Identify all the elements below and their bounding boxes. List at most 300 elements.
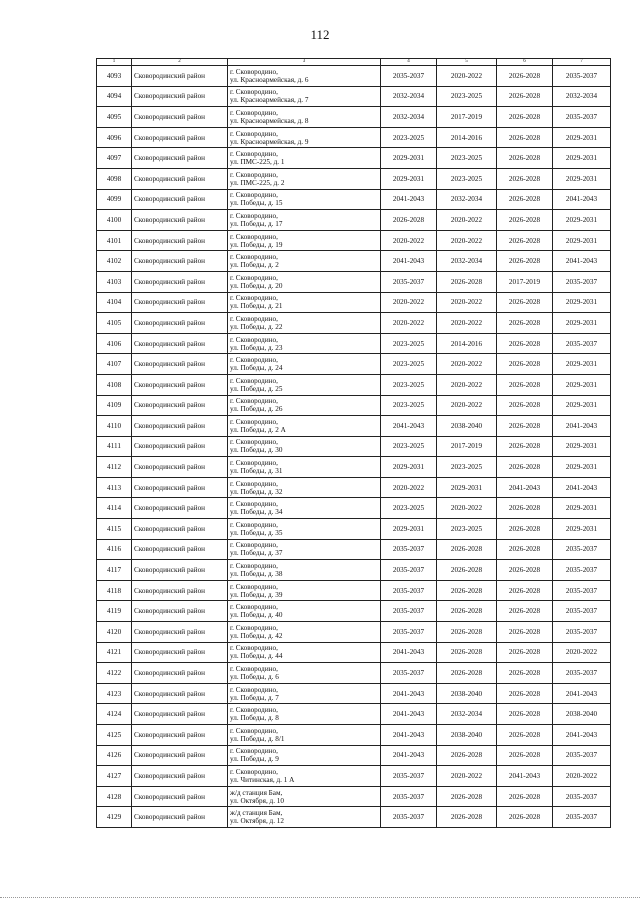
address-locality: г. Сковородино, [230,603,278,612]
period-col6-cell: 2026-2028 [497,374,553,395]
period-col7-cell: 2035-2037 [553,580,611,601]
period-col6-cell: 2026-2028 [497,66,553,87]
address-street: ул. Победы, д. 31 [230,467,283,476]
address-street: ул. Победы, д. 8 [230,714,279,723]
table-row [97,560,611,581]
period-col5-cell: 2017-2019 [437,436,497,457]
address-street: ул. Победы, д. 35 [230,528,283,537]
address-locality: г. Сковородино, [230,232,278,241]
address-locality: г. Сковородино, [230,685,278,694]
table-row [97,416,611,437]
period-col4-cell: 2035-2037 [381,807,437,828]
district-cell: Сковородинский район [132,498,228,519]
address-street: ул. Победы, д. 30 [230,446,283,455]
period-col4-cell: 2035-2037 [381,66,437,87]
district-cell: Сковородинский район [132,622,228,643]
address-locality: г. Сковородино, [230,582,278,591]
address-street: ул. Победы, д. 21 [230,302,283,311]
table-row [97,704,611,725]
period-col5-cell: 2038-2040 [437,725,497,746]
row-number: 4108 [97,374,132,395]
row-number: 4112 [97,457,132,478]
period-col7-cell: 2020-2022 [553,766,611,787]
period-col5-cell: 2026-2028 [437,745,497,766]
period-col4-cell: 2041-2043 [381,725,437,746]
period-col7-cell: 2035-2037 [553,333,611,354]
address-locality: г. Сковородино, [230,211,278,220]
address-cell [228,663,381,684]
address-cell [228,786,381,807]
period-col5-cell: 2038-2040 [437,683,497,704]
address-cell [228,107,381,128]
table-row [97,745,611,766]
period-col6-cell: 2026-2028 [497,354,553,375]
period-col6-cell: 2026-2028 [497,189,553,210]
period-col6-cell: 2041-2043 [497,766,553,787]
table-row [97,230,611,251]
period-col7-cell: 2035-2037 [553,560,611,581]
period-col5-cell: 2017-2019 [437,107,497,128]
period-col7-cell: 2029-2031 [553,168,611,189]
period-col6-cell: 2026-2028 [497,251,553,272]
period-col4-cell: 2035-2037 [381,766,437,787]
district-cell: Сковородинский район [132,210,228,231]
period-col7-cell: 2035-2037 [553,66,611,87]
row-number: 4101 [97,230,132,251]
address-locality: ж/д станция Бам, [230,788,283,797]
district-cell: Сковородинский район [132,86,228,107]
period-col4-cell: 2035-2037 [381,786,437,807]
table-row [97,168,611,189]
row-number: 4111 [97,436,132,457]
district-cell: Сковородинский район [132,333,228,354]
table-row [97,107,611,128]
period-col5-cell: 2026-2028 [437,601,497,622]
period-col6-cell: 2026-2028 [497,683,553,704]
address-locality: г. Сковородино, [230,623,278,632]
period-col5-cell: 2023-2025 [437,519,497,540]
address-street: ул. Победы, д. 17 [230,219,283,228]
table-row [97,725,611,746]
address-street: ул. Победы, д. 42 [230,631,283,640]
period-col7-cell: 2029-2031 [553,210,611,231]
period-col6-cell: 2026-2028 [497,580,553,601]
address-cell [228,519,381,540]
district-cell: Сковородинский район [132,725,228,746]
period-col7-cell: 2035-2037 [553,807,611,828]
address-cell [228,210,381,231]
table-row [97,66,611,87]
period-col5-cell: 2023-2025 [437,86,497,107]
address-street: ул. Читинская, д. 1 А [230,775,295,784]
address-street: ул. Победы, д. 37 [230,549,283,558]
table-row [97,292,611,313]
row-number: 4105 [97,313,132,334]
address-street: ул. Победы, д. 19 [230,240,283,249]
column-number-row [97,59,611,66]
district-cell: Сковородинский район [132,786,228,807]
address-cell [228,251,381,272]
period-col6-cell: 2026-2028 [497,642,553,663]
table-row [97,333,611,354]
row-number: 4121 [97,642,132,663]
period-col7-cell: 2029-2031 [553,519,611,540]
address-locality: г. Сковородино, [230,644,278,653]
address-street: ул. Победы, д. 2 А [230,425,286,434]
period-col7-cell: 2029-2031 [553,230,611,251]
period-col6-cell: 2041-2043 [497,477,553,498]
period-col7-cell: 2020-2022 [553,642,611,663]
row-number: 4115 [97,519,132,540]
table-row [97,271,611,292]
period-col6-cell: 2026-2028 [497,457,553,478]
address-street: ул. Красноармейская, д. 6 [230,75,309,84]
period-col6-cell: 2026-2028 [497,704,553,725]
period-col4-cell: 2035-2037 [381,663,437,684]
row-number: 4120 [97,622,132,643]
period-col5-cell: 2026-2028 [437,786,497,807]
period-col4-cell: 2020-2022 [381,313,437,334]
period-col7-cell: 2035-2037 [553,786,611,807]
row-number: 4127 [97,766,132,787]
address-locality: г. Сковородино, [230,273,278,282]
address-cell [228,745,381,766]
address-locality: г. Сковородино, [230,294,278,303]
page-bottom-dotted-line [0,897,640,899]
row-number: 4110 [97,416,132,437]
period-col6-cell: 2026-2028 [497,539,553,560]
period-col4-cell: 2032-2034 [381,86,437,107]
address-locality: г. Сковородино, [230,108,278,117]
address-cell [228,498,381,519]
period-col6-cell: 2026-2028 [497,498,553,519]
address-locality: г. Сковородино, [230,356,278,365]
table-row [97,148,611,169]
address-locality: г. Сковородино, [230,706,278,715]
address-street: ул. Победы, д. 44 [230,652,283,661]
page-number: 112 [310,27,330,42]
district-cell: Сковородинский район [132,539,228,560]
table-row [97,354,611,375]
district-cell: Сковородинский район [132,477,228,498]
period-col6-cell: 2026-2028 [497,663,553,684]
row-number: 4116 [97,539,132,560]
table-row [97,498,611,519]
period-col6-cell: 2026-2028 [497,601,553,622]
table-row [97,127,611,148]
district-cell: Сковородинский район [132,374,228,395]
address-locality: г. Сковородино, [230,459,278,468]
period-col5-cell: 2026-2028 [437,271,497,292]
period-col5-cell: 2026-2028 [437,539,497,560]
row-number: 4119 [97,601,132,622]
period-col7-cell: 2029-2031 [553,498,611,519]
row-number: 4129 [97,807,132,828]
row-number: 4117 [97,560,132,581]
district-cell: Сковородинский район [132,807,228,828]
period-col6-cell: 2026-2028 [497,292,553,313]
address-locality: г. Сковородино, [230,438,278,447]
table-row [97,601,611,622]
address-locality: г. Сковородино, [230,335,278,344]
address-street: ул. Победы, д. 15 [230,199,283,208]
address-locality: г. Сковородино, [230,417,278,426]
period-col5-cell: 2014-2016 [437,127,497,148]
period-col5-cell: 2029-2031 [437,477,497,498]
address-cell [228,683,381,704]
address-street: ул. Красноармейская, д. 7 [230,96,309,105]
period-col7-cell: 2029-2031 [553,127,611,148]
table-row [97,663,611,684]
district-cell: Сковородинский район [132,580,228,601]
period-col4-cell: 2023-2025 [381,127,437,148]
address-street: ул. Победы, д. 7 [230,693,279,702]
district-cell: Сковородинский район [132,766,228,787]
period-col4-cell: 2020-2022 [381,292,437,313]
period-col5-cell: 2023-2025 [437,168,497,189]
period-col6-cell: 2026-2028 [497,230,553,251]
address-cell [228,86,381,107]
table-row [97,683,611,704]
district-cell: Сковородинский район [132,230,228,251]
address-cell [228,313,381,334]
district-cell: Сковородинский район [132,745,228,766]
period-col7-cell: 2029-2031 [553,313,611,334]
period-col7-cell: 2035-2037 [553,271,611,292]
period-col5-cell: 2026-2028 [437,580,497,601]
district-cell: Сковородинский район [132,704,228,725]
period-col6-cell: 2026-2028 [497,622,553,643]
period-col4-cell: 2020-2022 [381,477,437,498]
period-col6-cell: 2026-2028 [497,416,553,437]
period-col7-cell: 2029-2031 [553,148,611,169]
period-col4-cell: 2041-2043 [381,745,437,766]
period-col5-cell: 2020-2022 [437,766,497,787]
address-locality: г. Сковородино, [230,397,278,406]
address-locality: г. Сковородино, [230,500,278,509]
period-col7-cell: 2041-2043 [553,477,611,498]
period-col4-cell: 2041-2043 [381,683,437,704]
period-col7-cell: 2029-2031 [553,395,611,416]
address-cell [228,333,381,354]
address-cell [228,292,381,313]
district-cell: Сковородинский район [132,313,228,334]
table-row [97,374,611,395]
address-street: ул. Красноармейская, д. 9 [230,137,309,146]
address-locality: г. Сковородино, [230,314,278,323]
period-col6-cell: 2026-2028 [497,807,553,828]
address-locality: г. Сковородино, [230,520,278,529]
address-street: ул. Октября, д. 10 [230,796,284,805]
table-row [97,766,611,787]
row-number: 4125 [97,725,132,746]
district-cell: Сковородинский район [132,189,228,210]
district-cell: Сковородинский район [132,519,228,540]
period-col7-cell: 2029-2031 [553,457,611,478]
address-cell [228,168,381,189]
address-locality: г. Сковородино, [230,541,278,550]
address-cell [228,189,381,210]
table-row [97,539,611,560]
address-street: ул. Победы, д. 26 [230,405,283,414]
address-street: ул. Победы, д. 8/1 [230,734,285,743]
table-row [97,580,611,601]
table-row [97,210,611,231]
column-number: 2 [132,59,228,66]
column-number: 6 [497,59,553,66]
period-col7-cell: 2035-2037 [553,107,611,128]
period-col7-cell: 2041-2043 [553,189,611,210]
address-locality: г. Сковородино, [230,191,278,200]
address-cell [228,807,381,828]
address-street: ул. Красноармейская, д. 8 [230,116,309,125]
address-cell [228,642,381,663]
period-col4-cell: 2035-2037 [381,622,437,643]
address-street: ул. Победы, д. 22 [230,322,283,331]
period-col7-cell: 2035-2037 [553,663,611,684]
address-cell [228,395,381,416]
column-number: 4 [381,59,437,66]
address-street: ул. Победы, д. 23 [230,343,283,352]
row-number: 4095 [97,107,132,128]
table-row [97,86,611,107]
address-locality: г. Сковородино, [230,170,278,179]
row-number: 4118 [97,580,132,601]
row-number: 4096 [97,127,132,148]
address-street: ул. Победы, д. 39 [230,590,283,599]
address-locality: г. Сковородино, [230,88,278,97]
period-col7-cell: 2029-2031 [553,354,611,375]
row-number: 4109 [97,395,132,416]
period-col7-cell: 2035-2037 [553,539,611,560]
row-number: 4099 [97,189,132,210]
district-cell: Сковородинский район [132,683,228,704]
address-locality: г. Сковородино, [230,767,278,776]
table-row [97,477,611,498]
period-col7-cell: 2035-2037 [553,745,611,766]
table-row [97,313,611,334]
address-street: ул. Победы, д. 9 [230,755,279,764]
address-locality: г. Сковородино, [230,665,278,674]
row-number: 4103 [97,271,132,292]
row-number: 4124 [97,704,132,725]
row-number: 4114 [97,498,132,519]
address-cell [228,374,381,395]
address-cell [228,580,381,601]
period-col5-cell: 2026-2028 [437,560,497,581]
period-col4-cell: 2032-2034 [381,107,437,128]
district-cell: Сковородинский район [132,251,228,272]
housing-registry-table [96,58,611,828]
address-cell [228,127,381,148]
period-col4-cell: 2041-2043 [381,642,437,663]
period-col4-cell: 2029-2031 [381,519,437,540]
address-street: ул. Победы, д. 34 [230,508,283,517]
period-col5-cell: 2020-2022 [437,230,497,251]
address-cell [228,230,381,251]
period-col5-cell: 2020-2022 [437,374,497,395]
address-locality: г. Сковородино, [230,376,278,385]
period-col6-cell: 2026-2028 [497,168,553,189]
period-col5-cell: 2026-2028 [437,642,497,663]
period-col5-cell: 2023-2025 [437,457,497,478]
period-col4-cell: 2023-2025 [381,436,437,457]
district-cell: Сковородинский район [132,292,228,313]
address-street: ул. Победы, д. 25 [230,384,283,393]
address-cell [228,354,381,375]
period-col4-cell: 2035-2037 [381,560,437,581]
period-col5-cell: 2020-2022 [437,354,497,375]
address-street: ул. ПМС-225, д. 1 [230,158,285,167]
district-cell: Сковородинский район [132,354,228,375]
period-col5-cell: 2026-2028 [437,622,497,643]
address-street: ул. Октября, д. 12 [230,817,284,826]
period-col5-cell: 2023-2025 [437,148,497,169]
period-col4-cell: 2035-2037 [381,539,437,560]
address-cell [228,436,381,457]
address-cell [228,271,381,292]
column-number: 1 [97,59,132,66]
district-cell: Сковородинский район [132,127,228,148]
period-col6-cell: 2026-2028 [497,519,553,540]
period-col6-cell: 2017-2019 [497,271,553,292]
address-cell [228,622,381,643]
period-col4-cell: 2041-2043 [381,416,437,437]
address-street: ул. Победы, д. 20 [230,281,283,290]
period-col5-cell: 2032-2034 [437,189,497,210]
district-cell: Сковородинский район [132,601,228,622]
district-cell: Сковородинский район [132,395,228,416]
address-street: ул. Победы, д. 38 [230,570,283,579]
address-street: ул. Победы, д. 2 [230,261,279,270]
period-col4-cell: 2029-2031 [381,457,437,478]
address-locality: г. Сковородино, [230,726,278,735]
period-col6-cell: 2026-2028 [497,725,553,746]
row-number: 4123 [97,683,132,704]
period-col4-cell: 2041-2043 [381,704,437,725]
table-row [97,786,611,807]
district-cell: Сковородинский район [132,663,228,684]
period-col6-cell: 2026-2028 [497,395,553,416]
address-locality: г. Сковородино, [230,129,278,138]
period-col5-cell: 2020-2022 [437,498,497,519]
address-cell [228,539,381,560]
address-cell [228,416,381,437]
period-col4-cell: 2026-2028 [381,210,437,231]
address-locality: г. Сковородино, [230,479,278,488]
table-row [97,395,611,416]
column-number: 5 [437,59,497,66]
address-locality: г. Сковородино, [230,562,278,571]
address-locality: г. Сковородино, [230,747,278,756]
address-locality: г. Сковородино, [230,253,278,262]
address-cell [228,457,381,478]
period-col5-cell: 2032-2034 [437,251,497,272]
period-col6-cell: 2026-2028 [497,107,553,128]
period-col7-cell: 2041-2043 [553,416,611,437]
address-cell [228,601,381,622]
table-row [97,251,611,272]
period-col5-cell: 2020-2022 [437,313,497,334]
district-cell: Сковородинский район [132,107,228,128]
period-col4-cell: 2035-2037 [381,271,437,292]
row-number: 4104 [97,292,132,313]
district-cell: Сковородинский район [132,457,228,478]
address-cell [228,66,381,87]
table-row [97,189,611,210]
district-cell: Сковородинский район [132,416,228,437]
address-street: ул. ПМС-225, д. 2 [230,178,285,187]
